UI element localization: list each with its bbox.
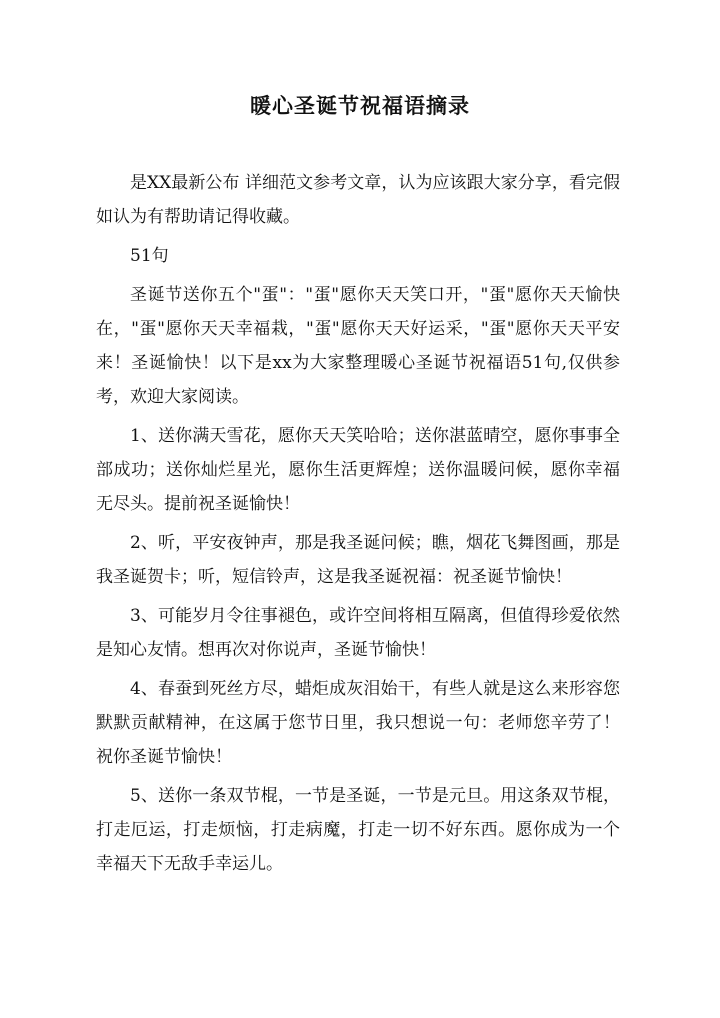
document-title: 暖心圣诞节祝福语摘录 — [250, 93, 470, 118]
greeting-item-5: 5、送你一条双节棍，一节是圣诞，一节是元旦。用这条双节棍，打走厄运，打走烦恼，打走病魔，打走一切不好东西。愿你成为一个幸福天下无敌手幸运儿。 — [96, 786, 620, 874]
greeting-item-2: 2、听，平安夜钟声，那是我圣诞问候；瞧，烟花飞舞图画，那是我圣诞贺卡；听，短信铃声，这是我圣诞祝福：祝圣诞节愉快！ — [96, 533, 620, 587]
intro-paragraph: 是XX最新公布 详细范文参考文章，认为应该跟大家分享，看完假如认为有帮助请记得收藏。 — [96, 173, 620, 227]
count-line: 51句 — [130, 246, 169, 266]
greeting-item-1: 1、送你满天雪花，愿你天天笑哈哈；送你湛蓝晴空，愿你事事全部成功；送你灿烂星光，愿你生活更辉煌；送你温暖问候，愿你幸福无尽头。提前祝圣诞愉快！ — [96, 426, 620, 514]
greeting-item-3: 3、可能岁月令往事褪色，或许空间将相互隔离，但值得珍爱依然是知心友情。想再次对你说声，圣诞节愉快！ — [96, 606, 620, 660]
greeting-item-4: 4、春蚕到死丝方尽，蜡炬成灰泪始干，有些人就是这么来形容您默默贡献精神，在这属于您节日里，我只想说一句：老师您辛劳了！祝你圣诞节愉快！ — [96, 679, 620, 767]
document-body — [96, 166, 620, 886]
preface-paragraph: 圣诞节送你五个"蛋"："蛋"愿你天天笑口开，"蛋"愿你天天愉快在，"蛋"愿你天天幸福栽，"蛋"愿你天天好运采，"蛋"愿你天天平安来！圣诞愉快！以下是xx为大家整理暖心圣诞节祝福语51句,仅供参考，欢迎大家阅读。 — [96, 285, 620, 407]
